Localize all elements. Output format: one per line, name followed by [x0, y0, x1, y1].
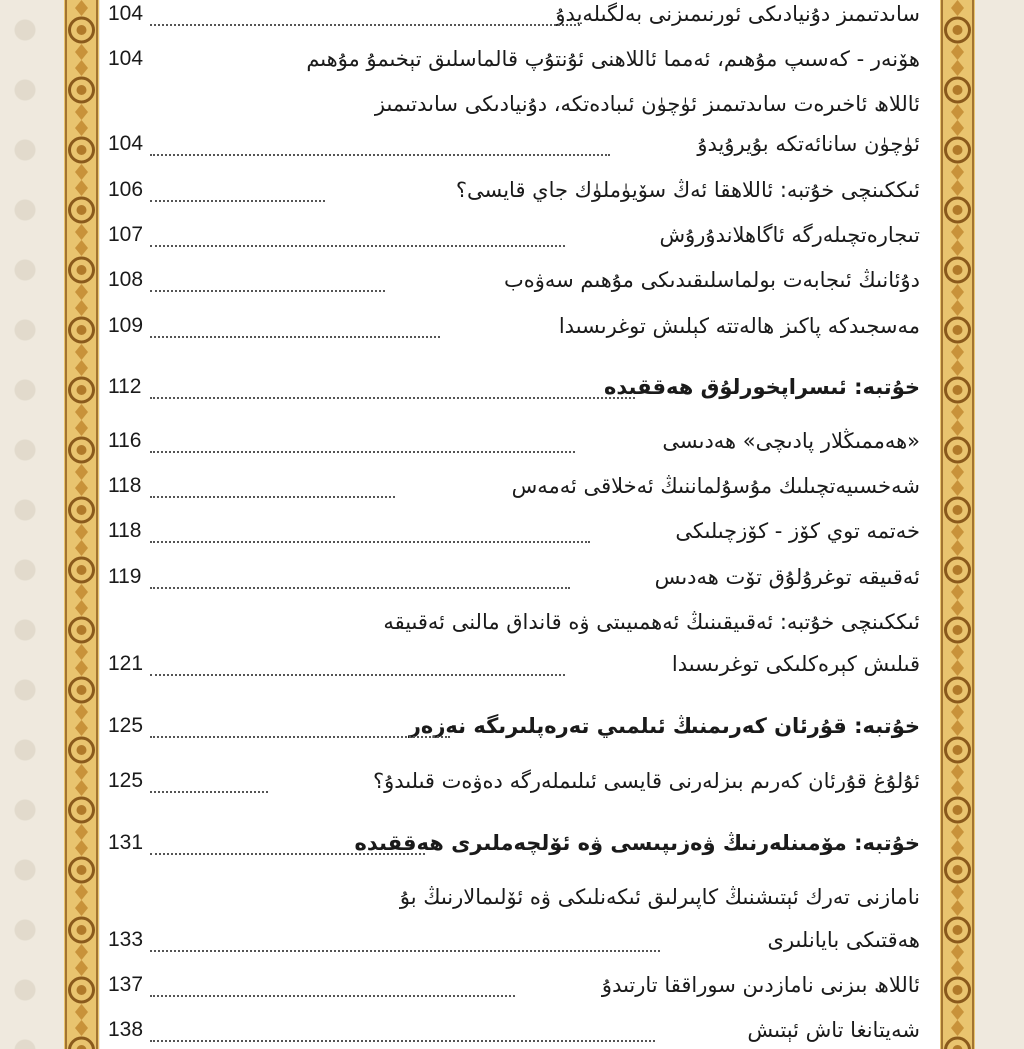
leader-dots	[150, 336, 440, 338]
ornamental-border-right	[940, 0, 975, 1049]
leader-dots	[150, 1040, 655, 1042]
toc-entry-text: خەتمە توي كۆز - كۆزچىلىكى	[675, 519, 920, 543]
toc-entry-text: ئىككىنچى خۇتبە: ئەقىيقىنىڭ ئەھمىيىتى ۋە قانداق مالنى ئەقىيقە	[383, 610, 920, 634]
leader-dots	[150, 791, 268, 793]
toc-entry-text: ئاللاھ بىزنى نامازدىن سوراققا تارتىدۇ	[601, 973, 920, 997]
toc-page-number: 104	[108, 132, 144, 155]
toc-entry-text: ساىدتىمىز دۇنيادىكى ئورنىمىزنى بەلگىلەيدۇ	[555, 2, 920, 26]
toc-page-number: 118	[108, 519, 142, 542]
toc-page-number: 108	[108, 268, 144, 291]
leader-dots	[150, 451, 575, 453]
toc-page-number: 133	[108, 928, 144, 951]
leader-dots	[150, 950, 660, 952]
toc-page-number: 125	[108, 769, 144, 792]
leader-dots	[150, 290, 385, 292]
toc-page-number: 109	[108, 314, 144, 337]
ornamental-border-left	[64, 0, 99, 1049]
toc-entry-text: ئۇلۇغ قۇرئان كەرىم بىزلەرنى قايسى ئىلىملەرگە دەۋەت قىلىدۇ؟	[372, 769, 920, 793]
toc-page-number: 118	[108, 474, 142, 497]
toc-entry-text: شەيتانغا تاش ئېتىش	[747, 1018, 920, 1042]
toc-entry-text: تىجارەتچىلەرگە ئاگاھلاندۇرۇش	[659, 223, 920, 247]
toc-page-number: 131	[108, 831, 144, 854]
leader-dots	[150, 397, 635, 399]
toc-section-heading: خۇتبە: ئىسراپخورلۇق ھەققىدە	[604, 375, 920, 399]
toc-entry-text: ئۈچۈن سانائەتكە بۇيرۇيدۇ	[697, 132, 920, 156]
toc-page-number: 121	[108, 652, 144, 675]
toc-page-number: 107	[108, 223, 144, 246]
leader-dots	[150, 674, 565, 676]
toc-entry-text: نامازنى تەرك ئېتىشنىڭ كاپىرلىق ئىكەنلىكى ۋە ئۆلىمالارنىڭ بۇ	[399, 885, 920, 909]
toc-entry-text: ئەقىيقە توغرۇلۇق تۆت ھەدىس	[654, 565, 920, 589]
toc-section-heading: خۇتبە: مۆمىنلەرنىڭ ۋەزىپىسى ۋە ئۆلچەملىرى ھەققىدە	[354, 831, 920, 855]
toc-page-number: 112	[108, 375, 142, 398]
toc-page-number: 125	[108, 714, 144, 737]
toc-page-number: 104	[108, 2, 144, 25]
toc-entry-text: ئاللاھ ئاخىرەت ساىدتىمىز ئۈچۈن ئىبادەتكە، دۇنيادىكى ساىدتىمىز	[374, 92, 920, 116]
toc-section-heading: خۇتبە: قۇرئان كەرىمنىڭ ئىلمىي تەرەپلىرىگە نەزەر	[408, 714, 920, 738]
toc-page-number: 104	[108, 47, 144, 70]
toc-entry-text: مەسجىدكە پاكىز ھالەتتە كېلىش توغرىسىدا	[558, 314, 920, 338]
leader-dots	[150, 736, 450, 738]
leader-dots	[150, 200, 325, 202]
toc-entry-text: ئىككىنچى خۇتبە: ئاللاھقا ئەڭ سۆيۈملۈك جاي قايسى؟	[455, 178, 920, 202]
toc-page-number: 119	[108, 565, 142, 588]
leader-dots	[150, 587, 570, 589]
toc-entry-text: شەخسىيەتچىلىك مۇسۇلماننىڭ ئەخلاقى ئەمەس	[511, 474, 920, 498]
leader-dots	[150, 24, 580, 26]
toc-entry-text: ھەقتىكى بايانلىرى	[767, 928, 920, 952]
leader-dots	[150, 154, 610, 156]
toc-entry-text: ھۆنەر - كەسىپ مۇھىم، ئەمما ئاللاھنى ئۇنتۇپ قالماسلىق تېخىمۇ مۇھىم	[306, 47, 920, 71]
toc-entry-text: «ھەممىڭلار پادىچى» ھەدىسى	[662, 429, 920, 453]
toc-entry-text: قىلىش كېرەكلىكى توغرىسىدا	[671, 652, 920, 676]
toc-entry-text: دۇئانىڭ ئىجابەت بولماسلىقىدىكى مۇھىم سەۋەب	[503, 268, 920, 292]
toc-page-number: 106	[108, 178, 144, 201]
leader-dots	[150, 541, 590, 543]
toc-page-number: 138	[108, 1018, 144, 1041]
toc-page-number: 137	[108, 973, 144, 996]
leader-dots	[150, 496, 395, 498]
toc-page-number: 116	[108, 429, 142, 452]
leader-dots	[150, 995, 515, 997]
leader-dots	[150, 245, 565, 247]
leader-dots	[150, 853, 425, 855]
